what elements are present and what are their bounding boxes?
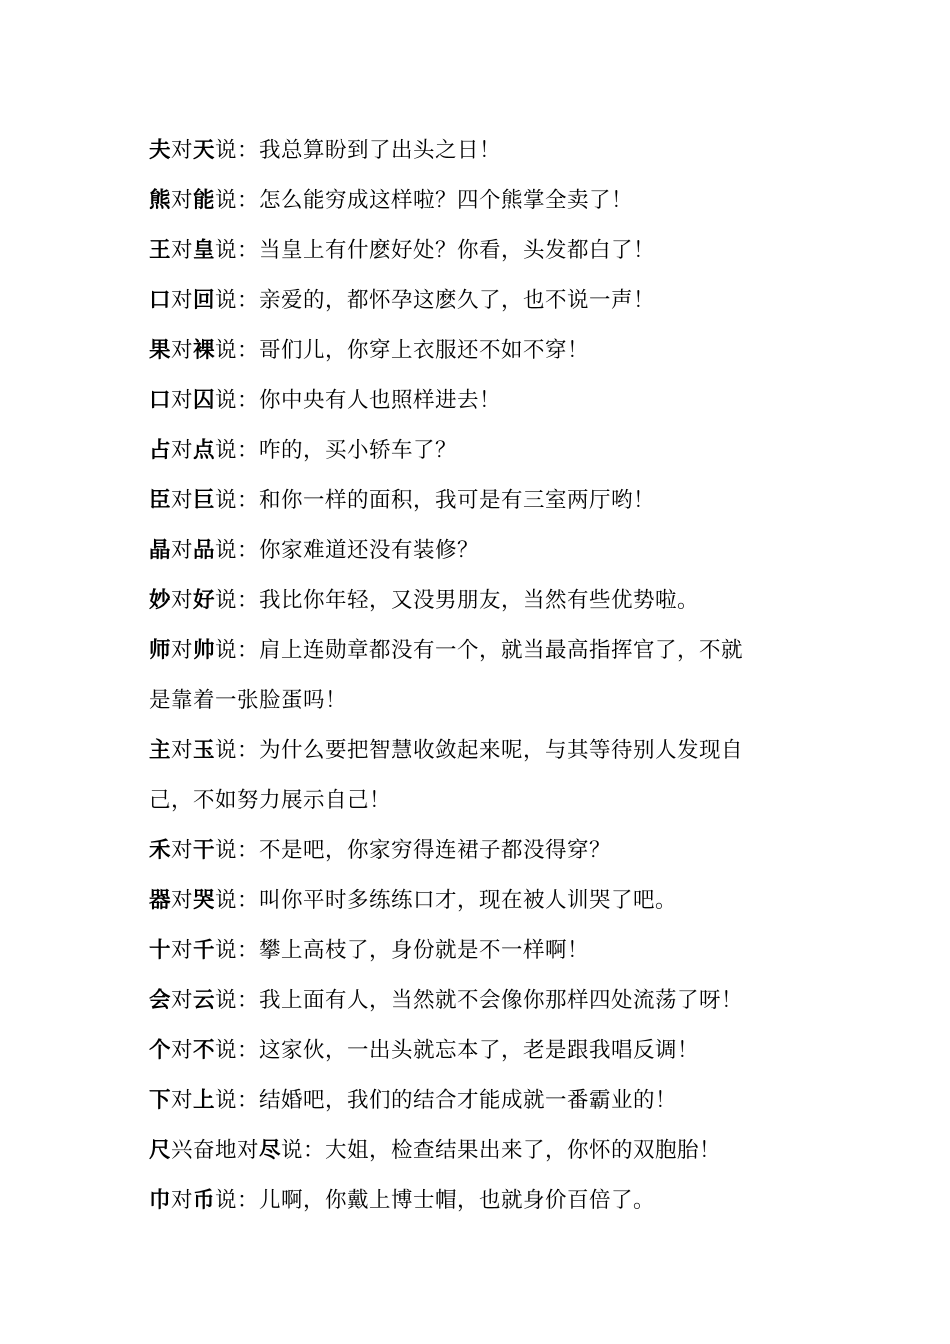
line-text: 说：攀上高枝了，身份就是不一样啊！ [215, 938, 590, 963]
char-b: 能 [193, 188, 216, 213]
text-line [149, 876, 799, 926]
connector: 对 [171, 838, 194, 863]
connector: 对 [171, 1038, 194, 1063]
char-a: 臣 [149, 488, 172, 513]
line-text: 说：亲爱的，都怀孕这麽久了，也不说一声！ [215, 288, 656, 313]
text-line [149, 576, 799, 626]
char-a: 个 [149, 1038, 172, 1063]
char-a: 下 [149, 1088, 172, 1113]
char-a: 师 [149, 638, 172, 663]
line-text: 说：怎么能穷成这样啦？四个熊掌全卖了！ [215, 188, 634, 213]
char-a: 会 [149, 988, 172, 1013]
connector: 对 [171, 588, 194, 613]
text-line [149, 1076, 799, 1126]
char-b: 裸 [193, 338, 216, 363]
connector: 对 [171, 538, 194, 563]
text-line [149, 826, 799, 876]
line-text: 说：结婚吧，我们的结合才能成就一番霸业的！ [215, 1088, 678, 1113]
char-a: 占 [149, 438, 172, 463]
char-a: 夫 [149, 138, 172, 163]
line-text: 说：当皇上有什麽好处？你看，头发都白了！ [215, 238, 656, 263]
connector: 对 [171, 938, 194, 963]
char-b: 上 [193, 1088, 216, 1113]
line-text: 说：咋的，买小轿车了？ [215, 438, 458, 463]
char-a: 主 [149, 738, 172, 763]
text-line-continued [149, 776, 799, 826]
char-b: 天 [193, 138, 216, 163]
text-line [149, 526, 799, 576]
line-text: 说：你家难道还没有装修？ [215, 538, 480, 563]
char-a: 口 [149, 288, 172, 313]
line-text: 说：你中央有人也照样进去！ [215, 388, 502, 413]
char-b: 玉 [193, 738, 216, 763]
text-line [149, 626, 799, 676]
text-line [149, 376, 799, 426]
char-b: 帅 [193, 638, 216, 663]
text-line [149, 1026, 799, 1076]
line-text: 说：我总算盼到了出头之日！ [215, 138, 502, 163]
char-b: 好 [193, 588, 216, 613]
text-line [149, 476, 799, 526]
char-b: 点 [193, 438, 216, 463]
char-b: 回 [193, 288, 216, 313]
line-text: 己，不如努力展示自己！ [149, 788, 392, 813]
char-a: 十 [149, 938, 172, 963]
char-a: 禾 [149, 838, 172, 863]
connector: 对 [171, 988, 194, 1013]
text-line [149, 1126, 799, 1176]
char-a: 巾 [149, 1188, 172, 1213]
line-text: 说：叫你平时多练练口才，现在被人训哭了吧。 [215, 888, 678, 913]
char-b: 品 [193, 538, 216, 563]
char-b: 云 [193, 988, 216, 1013]
connector: 对 [171, 488, 194, 513]
char-a: 口 [149, 388, 172, 413]
connector: 对 [171, 338, 194, 363]
line-text: 说：不是吧，你家穷得连裙子都没得穿？ [215, 838, 612, 863]
char-a: 晶 [149, 538, 172, 563]
char-b: 千 [193, 938, 216, 963]
line-text: 说：哥们儿，你穿上衣服还不如不穿！ [215, 338, 590, 363]
text-line-continued [149, 676, 799, 726]
line-text: 说：和你一样的面积，我可是有三室两厅哟！ [215, 488, 656, 513]
connector: 对 [171, 188, 194, 213]
connector: 对 [171, 738, 194, 763]
char-b: 囚 [193, 388, 216, 413]
text-line [149, 976, 799, 1026]
connector: 对 [171, 388, 194, 413]
char-b: 尽 [259, 1138, 282, 1163]
text-line [149, 276, 799, 326]
char-b: 不 [193, 1038, 216, 1063]
connector: 对 [171, 238, 194, 263]
line-text: 说：我比你年轻，又没男朋友，当然有些优势啦。 [215, 588, 700, 613]
text-line [149, 126, 799, 176]
char-a: 妙 [149, 588, 172, 613]
connector: 对 [171, 138, 194, 163]
text-line [149, 226, 799, 276]
connector: 对 [171, 438, 194, 463]
char-b: 巨 [193, 488, 216, 513]
char-a: 王 [149, 238, 172, 263]
connector: 对 [171, 288, 194, 313]
connector: 对 [171, 638, 194, 663]
connector: 对 [171, 1088, 194, 1113]
char-a: 果 [149, 338, 172, 363]
connector: 兴奋地对 [171, 1138, 260, 1163]
text-line [149, 926, 799, 976]
line-text: 说：肩上连勋章都没有一个，就当最高指挥官了，不就 [215, 638, 744, 663]
text-line [149, 1176, 799, 1226]
char-a: 器 [149, 888, 172, 913]
text-line [149, 426, 799, 476]
char-a: 熊 [149, 188, 172, 213]
line-text: 说：大姐，检查结果出来了，你怀的双胞胎！ [281, 1138, 722, 1163]
text-line [149, 726, 799, 776]
connector: 对 [171, 1188, 194, 1213]
line-text: 说：我上面有人，当然就不会像你那样四处流荡了呀！ [215, 988, 744, 1013]
char-b: 皇 [193, 238, 216, 263]
line-text: 说：为什么要把智慧收敛起来呢，与其等待别人发现自 [215, 738, 744, 763]
char-b: 币 [193, 1188, 216, 1213]
char-a: 尺 [149, 1138, 172, 1163]
connector: 对 [171, 888, 194, 913]
document-body [149, 126, 799, 1226]
char-b: 干 [193, 838, 216, 863]
line-text: 说：儿啊，你戴上博士帽，也就身价百倍了。 [215, 1188, 656, 1213]
line-text: 是靠着一张脸蛋吗！ [149, 688, 348, 713]
line-text: 说：这家伙，一出头就忘本了，老是跟我唱反调！ [215, 1038, 700, 1063]
char-b: 哭 [193, 888, 216, 913]
text-line [149, 326, 799, 376]
text-line [149, 176, 799, 226]
